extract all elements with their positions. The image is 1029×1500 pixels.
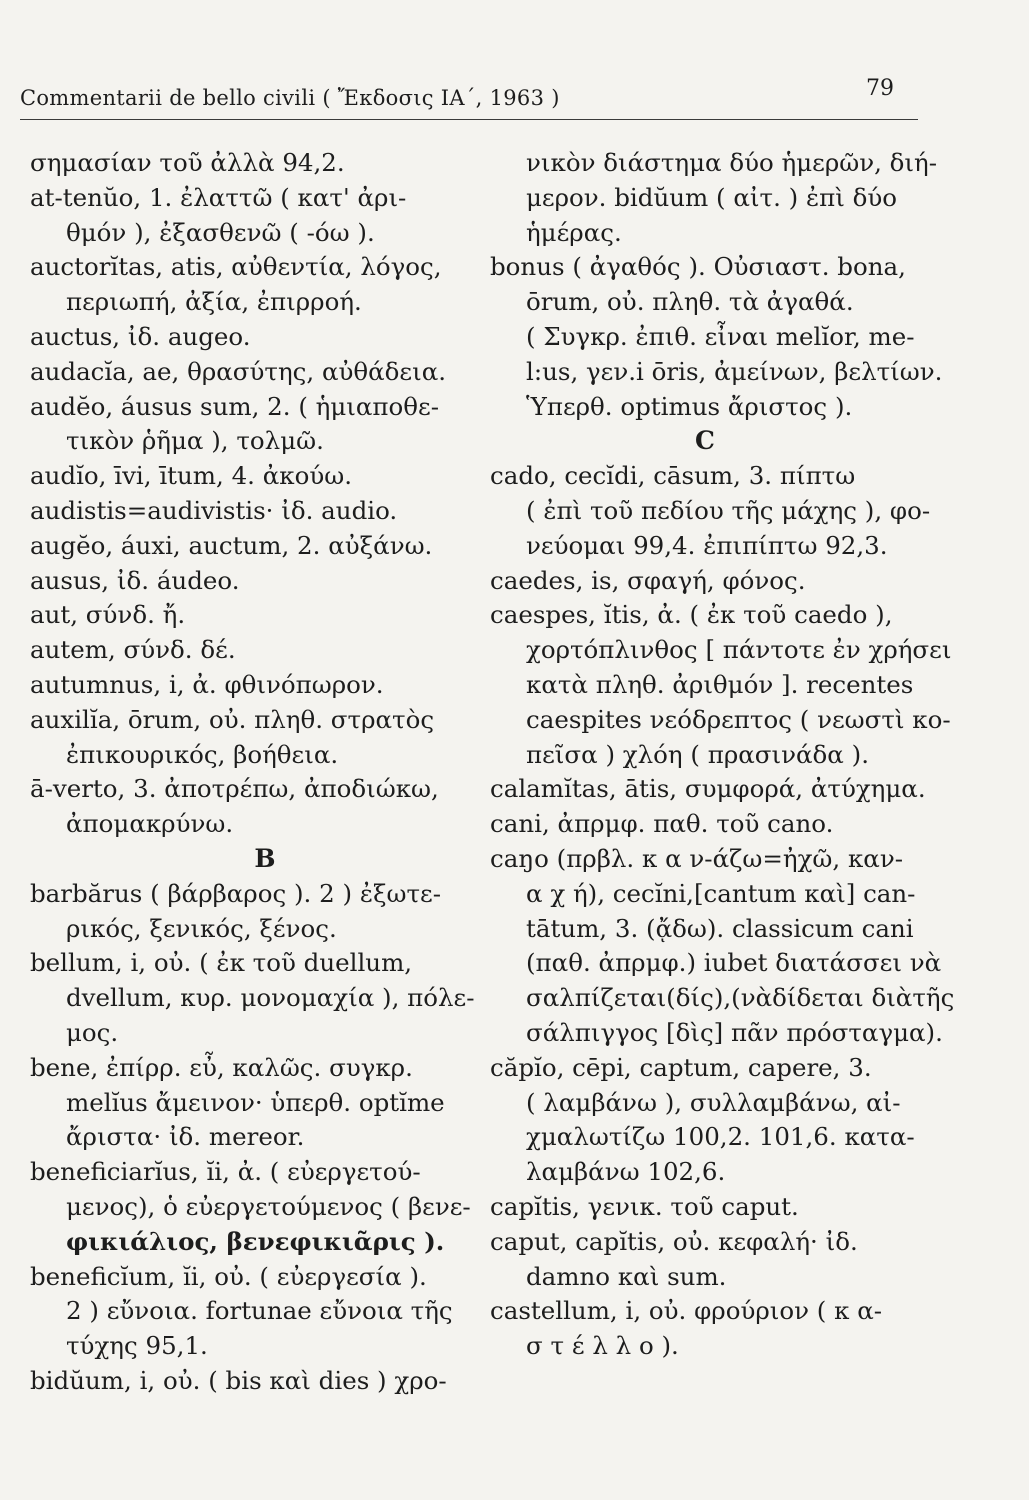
text-line: πεῖσα ) χλόη ( πρασινάδα ).	[526, 739, 869, 769]
text-line: σημασίαν τοῦ ἀλλὰ 94,2.	[30, 148, 345, 177]
text-line: audacĭa, ae, θρασύτης, αὐθάδεια.	[30, 356, 447, 386]
text-line: θμόν ), ἐξασθενῶ ( -όω ).	[66, 217, 375, 247]
text-line: at-tenŭo, 1. ἐλαττῶ ( κατ' ἀρι-	[30, 182, 407, 212]
text-line: cani, ἀπρμφ. παθ. τοῦ cano.	[490, 809, 834, 839]
text-line: căpĭo, cēpi, captum, capere, 3.	[490, 1052, 872, 1082]
text-line: calamĭtas, ātis, συμφορά, ἀτύχημα.	[490, 774, 926, 804]
text-line: bene, ἐπίρρ. εὖ, καλῶς. συγκρ.	[30, 1052, 413, 1082]
text-line: aut, σύνδ. ἤ.	[30, 600, 186, 630]
text-line: autem, σύνδ. δέ.	[30, 635, 236, 665]
text-line: tātum, 3. (ᾄδω). classicum cani	[526, 913, 914, 943]
text-line: auctorĭtas, atis, αὐθεντία, λόγος,	[30, 252, 442, 282]
text-line: castellum, i, οὐ. φρούριον ( κ α-	[490, 1296, 883, 1326]
text-line: ( Συγκρ. ἐπιθ. εἶναι melĭor, me-	[526, 321, 915, 351]
text-line: (παθ. ἀπρμφ.) iubet διατάσσει νὰ	[526, 948, 942, 978]
text-line: μενος), ὁ εὐεργετούμενος ( βενε-	[66, 1191, 471, 1221]
text-line: dvellum, κυρ. μονομαχία ), πόλε-	[66, 983, 475, 1013]
text-line: περιωπή, ἀξία, ἐπιρροή.	[66, 287, 362, 317]
text-line: audĭo, īvi, ītum, 4. ἀκούω.	[30, 461, 353, 491]
text-line: Ὑπερθ. optimus ἄριστος ).	[526, 391, 853, 421]
text-line: beneficiarĭus, ĭi, ἀ. ( εὐεργετού-	[30, 1157, 421, 1187]
running-head: Commentarii de bello civili ( Ἔκδοσις ΙΑ΄, 1963 )	[20, 86, 560, 110]
text-line: caespes, ĭtis, ἀ. ( ἐκ τοῦ caedo ),	[490, 600, 893, 630]
text-line: audĕo, áusus sum, 2. ( ἡμιαποθε-	[30, 391, 439, 421]
text-line: augĕo, áuxi, auctum, 2. αὐξάνω.	[30, 530, 433, 560]
left-column	[30, 146, 485, 1399]
text-line: ōrum, οὐ. πληθ. τὰ ἀγαθά.	[526, 287, 854, 317]
text-line: τύχης 95,1.	[66, 1331, 208, 1361]
text-line: caedes, is, σφαγή, φόνος.	[490, 565, 806, 595]
text-line: ( λαμβάνω ), συλλαμβάνω, αἰ-	[526, 1087, 901, 1117]
text-line: cado, cecĭdi, cāsum, 3. πίπτω	[490, 461, 856, 491]
text-line: ἐπικουρικός, βοήθεια.	[66, 739, 339, 769]
text-line: τικὸν ῥῆμα ), τολμῶ.	[66, 426, 324, 456]
text-line: bonus ( ἀγαθός ). Οὐσιαστ. bona,	[490, 252, 906, 282]
right-column	[490, 146, 955, 1364]
text-line: barbărus ( βάρβαρος ). 2 ) ἐξωτε-	[30, 878, 441, 908]
text-line: σαλπίζεται(δίς),(νὰδίδεται διὰτῆς	[526, 983, 955, 1013]
text-line: auctus, ἰδ. augeo.	[30, 321, 251, 351]
text-line: α χ ή), cecĭni,[cantum καὶ] can-	[526, 878, 916, 908]
section-letter-c: C	[695, 426, 715, 456]
text-line: 2 ) εὔνοια. fortunae εὔνοια τῆς	[66, 1296, 453, 1326]
text-line: caespites νεόδρεπτος ( νεωστὶ κο-	[526, 704, 951, 734]
text-line: autumnus, i, ἀ. φθινόπωρον.	[30, 669, 384, 699]
section-letter-b: B	[254, 843, 276, 873]
text-line: χμαλωτίζω 100,2. 101,6. κατα-	[526, 1122, 915, 1152]
page-number: 79	[866, 76, 894, 101]
header-rule	[20, 119, 918, 120]
text-line: νικὸν διάστημα δύο ἡμερῶν, διή-	[526, 148, 937, 177]
text-line: ἀπομακρύνω.	[66, 809, 234, 839]
text-line: audistis=audivistis· ἰδ. audio.	[30, 495, 398, 525]
text-line: χορτόπλινθος [ πάντοτε ἐν χρήσει	[526, 635, 952, 665]
text-line: caŋo (πρβλ. κ α ν-άζω=ἠχῶ, καν-	[490, 843, 904, 873]
text-line: capĭtis, γενικ. τοῦ caput.	[490, 1191, 799, 1221]
text-line: σάλπιγγος [δὶς] πᾶν πρόσταγμα).	[526, 1017, 943, 1047]
text-line: σ τ έ λ λ ο ).	[526, 1331, 679, 1361]
text-line: ἡμέρας.	[526, 217, 622, 247]
text-line: l:us, γεν.i ōris, ἀμείνων, βελτίων.	[526, 356, 943, 386]
text-line: ā-verto, 3. ἀποτρέπω, ἀποδιώκω,	[30, 774, 439, 804]
text-line: ausus, ἰδ. áudeo.	[30, 565, 240, 595]
text-line: caput, capĭtis, οὐ. κεφαλή· ἰδ.	[490, 1226, 858, 1256]
text-line: φικιάλιος, βενεφικιᾶρις ).	[66, 1226, 445, 1256]
text-line: auxilĭa, ōrum, οὐ. πληθ. στρατὸς	[30, 704, 435, 734]
text-line: beneficĭum, ĭi, οὐ. ( εὐεργεσία ).	[30, 1261, 427, 1291]
text-line: damno καὶ sum.	[526, 1261, 727, 1291]
text-line: bellum, i, οὐ. ( ἐκ τοῦ duellum,	[30, 948, 413, 978]
text-line: ἄριστα· ἰδ. mereor.	[66, 1122, 305, 1152]
text-line: κατὰ πληθ. ἀριθμόν ]. recentes	[526, 669, 914, 699]
text-line: ρικός, ξενικός, ξένος.	[66, 913, 337, 943]
text-line: λαμβάνω 102,6.	[526, 1157, 726, 1187]
text-line: bidŭum, i, οὐ. ( bis καὶ dies ) χρο-	[30, 1365, 447, 1395]
text-line: ( ἐπὶ τοῦ πεδίου τῆς μάχης ), φο-	[526, 495, 931, 525]
text-line: νεύομαι 99,4. ἐπιπίπτω 92,3.	[526, 530, 888, 560]
text-line: μερον. bidŭum ( αἰτ. ) ἐπὶ δύο	[526, 182, 898, 212]
text-line: μος.	[66, 1017, 119, 1047]
text-line: melĭus ἄμεινον· ὑπερθ. optĭme	[66, 1087, 445, 1117]
